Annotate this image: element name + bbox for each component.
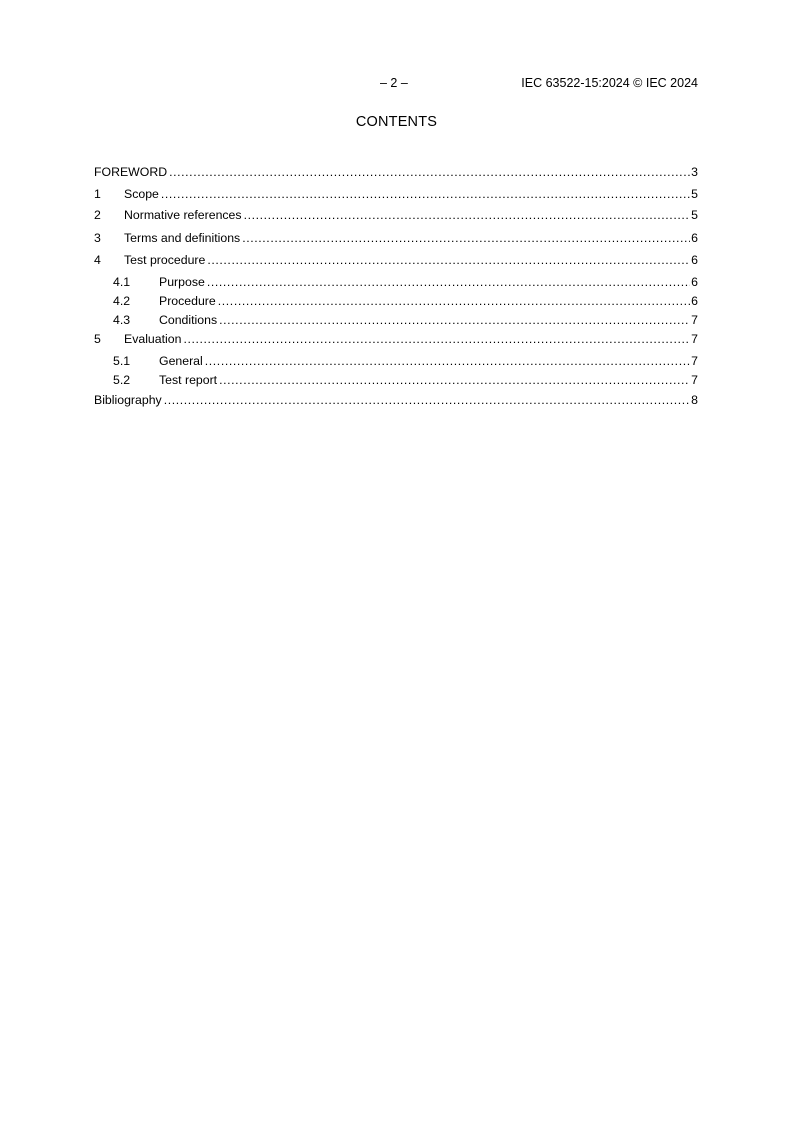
toc-dot-leader	[218, 294, 690, 308]
toc-entry-evaluation[interactable]	[94, 332, 698, 348]
toc-entry-title: Bibliography	[94, 393, 162, 407]
toc-dot-leader	[207, 253, 690, 267]
document-reference: IEC 63522-15:2024 © IEC 2024	[521, 76, 698, 90]
toc-entry-page: 7	[691, 354, 698, 368]
contents-title: CONTENTS	[355, 114, 438, 130]
toc-entry-title: Test report	[159, 373, 218, 387]
toc-entry-page: 6	[691, 294, 698, 308]
page-header	[94, 76, 698, 92]
toc-entry-title: Conditions	[159, 313, 218, 327]
toc-entry-title: Test procedure	[124, 253, 206, 267]
toc-entry-normative-references[interactable]	[94, 208, 698, 224]
toc-entry-number: 4.1	[113, 275, 131, 289]
toc-entry-page: 3	[691, 165, 698, 179]
toc-entry-number: 5.1	[113, 354, 131, 368]
toc-entry-test-procedure[interactable]	[94, 253, 698, 269]
toc-entry-page: 5	[691, 208, 698, 222]
toc-dot-leader	[169, 165, 690, 179]
toc-dot-leader	[205, 354, 690, 368]
toc-entry-number: 5.2	[113, 373, 131, 387]
toc-entry-title: General	[159, 354, 203, 368]
toc-dot-leader	[219, 373, 690, 387]
toc-entry-purpose[interactable]	[94, 275, 698, 291]
toc-entry-scope[interactable]	[94, 187, 698, 203]
toc-entry-title: FOREWORD	[94, 165, 168, 179]
toc-entry-number: 4	[94, 253, 101, 267]
toc-entry-number: 4.2	[113, 294, 131, 308]
toc-dot-leader	[244, 208, 691, 222]
toc-entry-title: Evaluation	[124, 332, 182, 346]
toc-entry-page: 7	[691, 313, 698, 327]
toc-entry-page: 7	[691, 373, 698, 387]
toc-entry-page: 6	[691, 231, 698, 245]
toc-entry-page: 7	[691, 332, 698, 346]
toc-entry-test-report[interactable]	[94, 373, 698, 389]
page-number: – 2 –	[380, 76, 408, 90]
toc-entry-bibliography[interactable]	[94, 393, 698, 409]
toc-entry-page: 6	[691, 253, 698, 267]
toc-dot-leader	[242, 231, 690, 245]
toc-dot-leader	[164, 393, 690, 407]
toc-entry-number: 3	[94, 231, 101, 245]
toc-entry-page: 8	[691, 393, 698, 407]
toc-dot-leader	[219, 313, 690, 327]
toc-entry-number: 1	[94, 187, 101, 201]
toc-entry-number: 5	[94, 332, 101, 346]
toc-entry-terms-and-definitions[interactable]	[94, 231, 698, 247]
toc-dot-leader	[161, 187, 690, 201]
toc-entry-title: Procedure	[159, 294, 216, 308]
toc-entry-foreword[interactable]	[94, 165, 698, 181]
toc-entry-title: Terms and definitions	[124, 231, 241, 245]
toc-entry-page: 5	[691, 187, 698, 201]
toc-entry-page: 6	[691, 275, 698, 289]
toc-entry-general[interactable]	[94, 354, 698, 370]
toc-entry-title: Normative references	[124, 208, 242, 222]
toc-dot-leader	[207, 275, 690, 289]
toc-entry-number: 2	[94, 208, 101, 222]
toc-dot-leader	[183, 332, 690, 346]
toc-entry-number: 4.3	[113, 313, 131, 327]
toc-entry-conditions[interactable]	[94, 313, 698, 329]
toc-entry-procedure[interactable]	[94, 294, 698, 310]
toc-entry-title: Scope	[124, 187, 159, 201]
toc-entry-title: Purpose	[159, 275, 205, 289]
